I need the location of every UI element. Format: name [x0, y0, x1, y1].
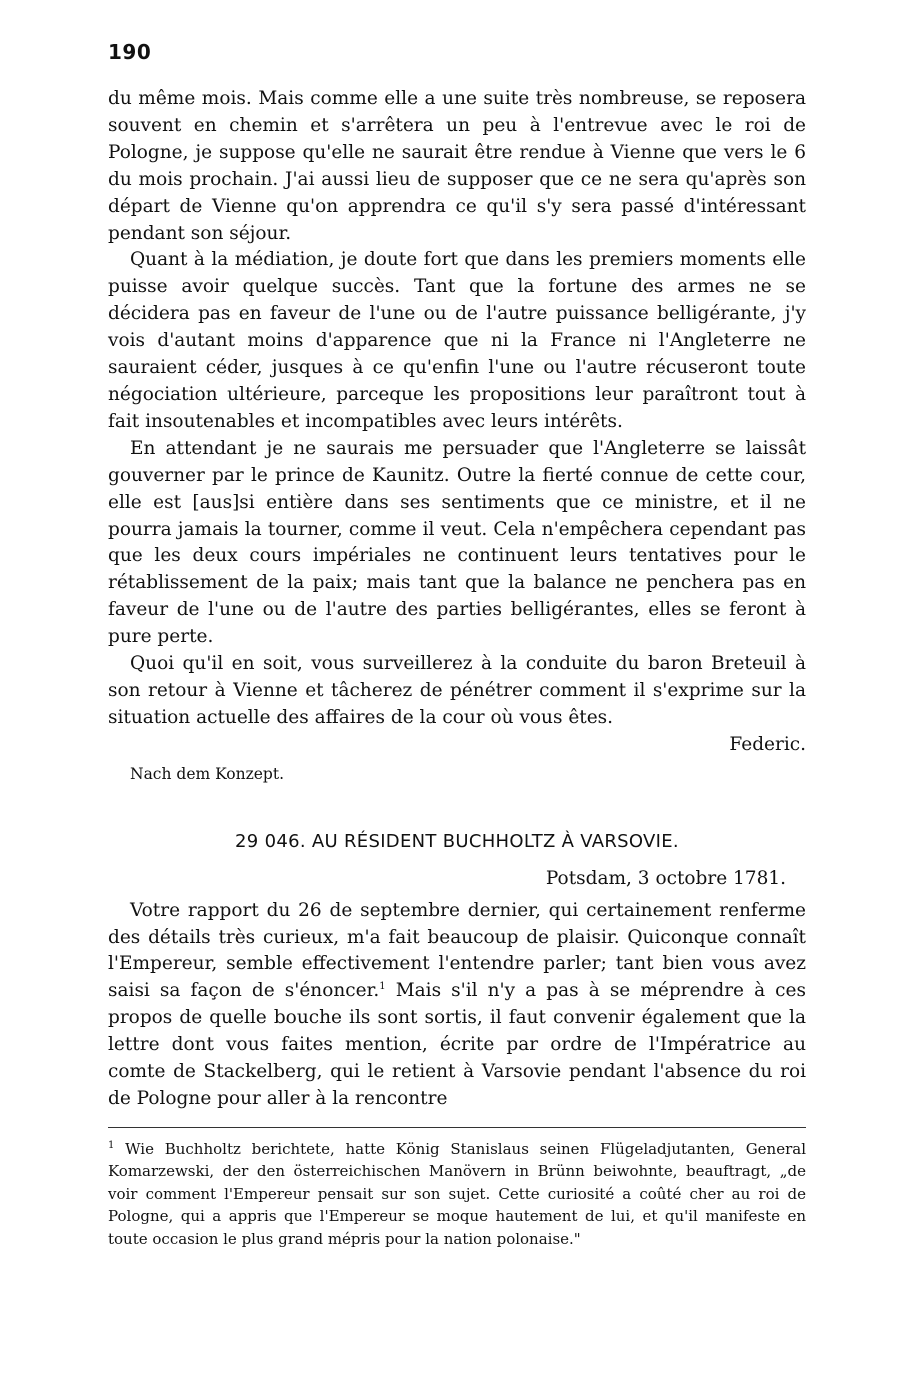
paragraph: du même mois. Mais comme elle a une suite très nombreuse, se reposera souvent en chemin et s'arrêtera un peu à l'entrevue avec le roi de Pologne, je suppose qu'elle ne saurait être rendue à Vienne que vers le 6 du mois prochain. J'ai aussi lieu de supposer que ce ne sera qu'après son départ de Vienne qu'on apprendra ce qu'il s'y sera passé d'intéressant pendant son séjour. [108, 88, 806, 244]
paragraph-text: Votre rapport du 26 de septembre dernier, qui certainement renferme des détails très curieux, m'a fait beaucoup de plaisir. Quiconque connaît l'Empereur, semble effectivement l'entendre parler; tant bien vous avez saisi sa façon de s'énoncer. [108, 899, 806, 1002]
letter-body [108, 898, 806, 1113]
footnote-reference: 1 [379, 981, 386, 993]
paragraph: Quant à la médiation, je doute fort que dans les premiers moments elle puisse avoir quelque succès. Tant que la fortune des armes ne se décidera pas en faveur de l'une ou de l'autre puissance belligérante, j'y vois d'autant moins d'apparence que ni la France ni l'Angleterre ne sauraient céder, jusques à ce qu'enfin l'une ou l'autre récuseront toute négociation ultérieure, parceque les propositions leur paraîtront tout à fait insoutenables et incompatibles avec leurs intérêts. [108, 249, 806, 432]
footnote [108, 1138, 806, 1251]
source-note: Nach dem Konzept. [130, 764, 285, 783]
footnote-marker: 1 [108, 1139, 115, 1151]
letter-continuation [108, 86, 806, 732]
document-page [108, 40, 806, 1250]
footnote-divider [108, 1127, 806, 1128]
letter-heading: 29 046. AU RÉSIDENT BUCHHOLTZ À VARSOVIE. [235, 830, 679, 852]
paragraph: Quoi qu'il en soit, vous surveillerez à la conduite du baron Breteuil à son retour à Vienne et tâcherez de pénétrer comment il s'exprime sur la situation actuelle des affaires de la cour où vous êtes. [108, 653, 806, 728]
page-number: 190 [108, 40, 152, 64]
paragraph [108, 898, 806, 1113]
signature: Federic. [729, 733, 806, 755]
letter-dateline: Potsdam, 3 octobre 1781. [545, 867, 786, 889]
footnote-body: Wie Buchholtz berichtete, hatte König Stanislaus seinen Flügeladjutanten, General Komarzewski, der den österreichischen Manövern in Brünn beiwohnte, beauftragt, „de voir comment l'Empereur pensait sur son sujet. Cette curiosité a coûté cher au roi de Pologne, qui a appris que l'Empereur se moque hautement de lui, et qu'il manifeste en toute occasion le plus grand mépris pour la nation polonaise." [108, 1139, 806, 1248]
paragraph-text: Mais s'il n'y a pas à se méprendre à ces propos de quelle bouche ils sont sortis, il faut convenir également que la lettre dont vous faites mention, écrite par ordre de l'Impératrice au comte de Stackelberg, qui le retient à Varsovie pendant l'absence du roi de Pologne pour aller à la rencontre [108, 980, 806, 1109]
footnote-text [108, 1138, 806, 1251]
paragraph: En attendant je ne saurais me persuader que l'Angleterre se laissât gouverner par le prince de Kaunitz. Outre la fierté connue de cette cour, elle est [aus]si entière dans ses sentiments que ce ministre, et il ne pourra jamais la tourner, comme il veut. Cela n'empêchera cependant pas que les deux cours impériales ne continuent leurs tentatives pour le rétablissement de la paix; mais tant que la balance ne penchera pas en faveur de l'une ou de l'autre des parties belligérantes, elles se feront à pure perte. [108, 437, 806, 648]
